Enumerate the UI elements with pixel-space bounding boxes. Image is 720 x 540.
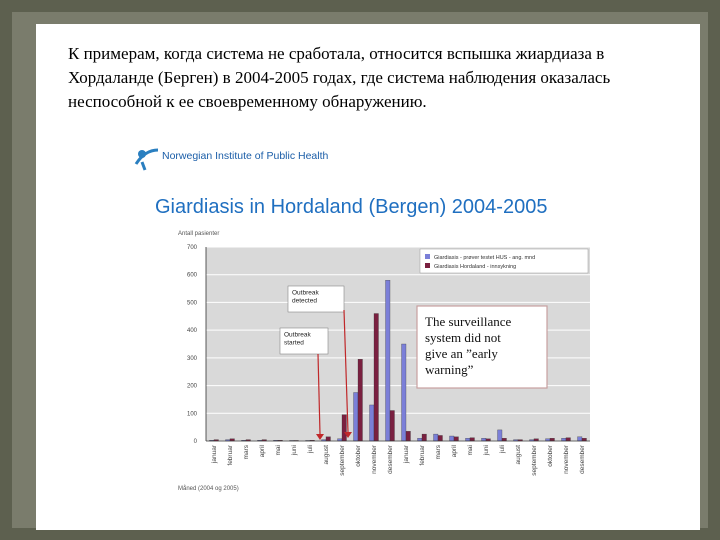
bar: [450, 436, 454, 441]
slide-text-line: Хордаланде (Берген) в 2004-2005 годах, где система наблюдения оказалась: [68, 68, 611, 87]
y-axis-label: Antall pasienter: [178, 231, 220, 237]
x-tick-label: september: [339, 445, 346, 476]
slide-text-line: неспособной к ее своевременному обнаружению.: [68, 92, 427, 111]
x-tick-label: november: [371, 445, 378, 474]
bar: [578, 437, 582, 441]
x-tick-label: juli: [307, 445, 314, 453]
outbreak-started-annotation: Outbreak started: [284, 331, 311, 347]
bar: [550, 438, 554, 441]
x-tick-label: oktober: [355, 445, 362, 467]
bar: [386, 280, 390, 441]
legend: [420, 249, 588, 273]
bar: [402, 344, 406, 441]
x-tick-label: desember: [387, 445, 394, 474]
x-tick-label: mars: [435, 445, 442, 460]
callout-text: The surveillance system did not give an ”early warning”: [425, 314, 512, 377]
x-tick-label: februar: [227, 445, 234, 466]
legend-swatch: [425, 263, 430, 268]
y-tick-label: 600: [186, 272, 197, 279]
institute-name: Norwegian Institute of Public Health: [162, 150, 329, 162]
y-tick-label: 300: [186, 355, 197, 362]
bar: [454, 437, 458, 441]
bar: [354, 393, 358, 442]
bar: [326, 437, 330, 441]
giardiasis-bar-chart: [130, 222, 602, 494]
bar: [422, 434, 426, 441]
bar: [434, 434, 438, 441]
x-tick-label: juli: [499, 445, 506, 453]
x-tick-label: august: [323, 445, 330, 465]
bar: [358, 359, 362, 441]
outbreak-detected-annotation: Outbreak detected: [292, 289, 319, 305]
y-tick-label: 0: [193, 439, 197, 445]
bar: [482, 438, 486, 441]
bar: [418, 438, 422, 441]
x-tick-label: januar: [403, 445, 410, 464]
nipb-logo-icon: [133, 144, 161, 172]
x-tick-label: januar: [211, 445, 218, 464]
bar: [582, 438, 586, 441]
bar: [374, 314, 378, 441]
bar: [342, 415, 346, 441]
y-tick-label: 100: [186, 411, 197, 418]
y-tick-label: 200: [186, 383, 197, 390]
x-tick-label: oktober: [547, 445, 554, 467]
x-tick-label: mai: [467, 445, 474, 456]
bar: [438, 435, 442, 441]
slide-text: [68, 42, 718, 114]
legend-label: Giardiasis - prøver testet HUS - ang. mnd: [434, 255, 536, 261]
bar: [390, 411, 394, 441]
y-tick-label: 500: [186, 300, 197, 307]
x-tick-label: august: [515, 445, 522, 465]
bar: [566, 438, 570, 441]
x-tick-label: mars: [243, 445, 250, 460]
x-axis-label: Måned (2004 og 2005): [178, 486, 239, 492]
legend-swatch: [425, 254, 430, 259]
x-tick-label: april: [259, 445, 266, 458]
x-tick-label: april: [451, 445, 458, 458]
y-tick-label: 400: [186, 328, 197, 335]
bar: [466, 438, 470, 441]
bar: [498, 430, 502, 441]
y-tick-label: 700: [186, 245, 197, 251]
chart-title: Giardiasis in Hordaland (Bergen) 2004-2005: [155, 196, 548, 218]
bar: [406, 431, 410, 441]
x-tick-label: desember: [579, 445, 586, 474]
x-tick-label: februar: [419, 445, 426, 466]
x-tick-label: november: [563, 445, 570, 474]
x-tick-label: juni: [483, 445, 490, 456]
bar: [470, 438, 474, 441]
x-tick-label: mai: [275, 445, 282, 456]
x-tick-label: september: [531, 445, 538, 476]
slide-text-line: К примерам, когда система не сработала, относится вспышка жиардиаза в: [68, 44, 605, 63]
x-tick-label: juni: [291, 445, 298, 456]
bar: [502, 438, 506, 441]
legend-label: Giardiasis Hordaland - innsykning: [434, 264, 517, 270]
bar: [562, 438, 566, 441]
bar: [370, 405, 374, 441]
